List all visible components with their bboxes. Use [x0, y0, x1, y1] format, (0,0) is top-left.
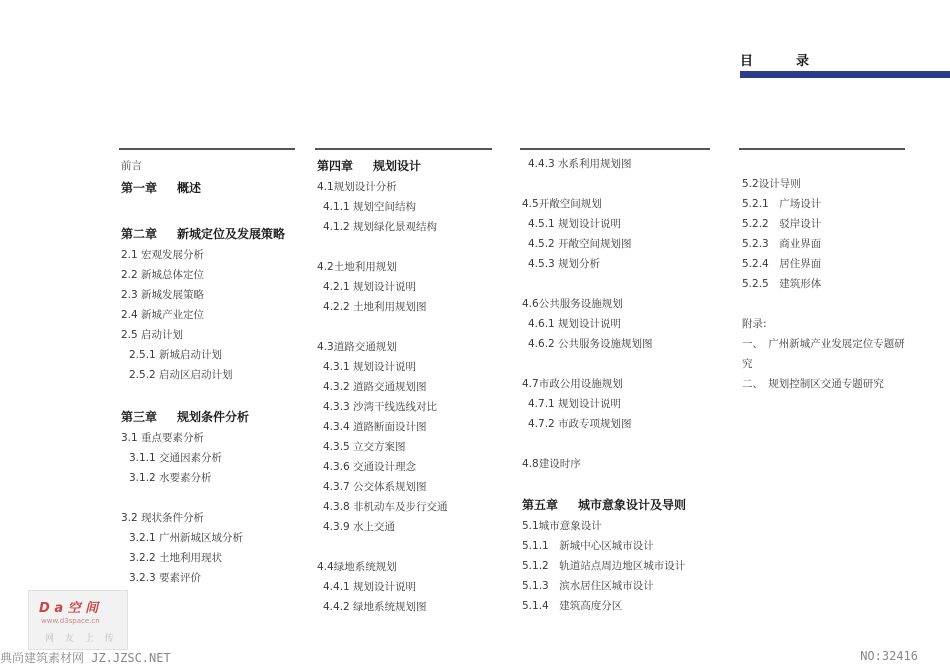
- toc-entry[interactable]: 4.7市政公用设施规划: [522, 378, 623, 390]
- chapter-title: 概述: [177, 181, 202, 195]
- toc-entry[interactable]: 5.1城市意象设计: [522, 520, 602, 532]
- toc-entry[interactable]: 4.3.6 交通设计理念: [323, 461, 417, 473]
- chapter-title: 规划条件分析: [177, 410, 250, 424]
- column-rule-3: [520, 148, 710, 150]
- chapter-num: 第一章: [121, 181, 158, 195]
- toc-entry[interactable]: 3.2.1 广州新城区域分析: [129, 532, 244, 544]
- toc-entry[interactable]: 3.1.2 水要素分析: [129, 472, 212, 484]
- toc-entry[interactable]: 4.3.3 沙湾干线选线对比: [323, 401, 438, 413]
- toc-entry[interactable]: 5.1.4 建筑高度分区: [522, 600, 623, 612]
- toc-entry[interactable]: 3.2 现状条件分析: [121, 512, 205, 524]
- toc-entry[interactable]: 4.4绿地系统规划: [317, 561, 397, 573]
- appendix-item-2[interactable]: 二、 规划控制区交通专题研究: [742, 378, 884, 390]
- toc-entry[interactable]: 2.5.1 新城启动计划: [129, 349, 223, 361]
- toc-entry[interactable]: 2.3 新城发展策略: [121, 289, 205, 301]
- toc-entry[interactable]: 4.3.7 公交体系规划图: [323, 481, 427, 493]
- toc-entry[interactable]: 4.1.2 规划绿化景观结构: [323, 221, 438, 233]
- logo-url: www.d3space.cn: [41, 617, 100, 625]
- column-rule-1: [119, 148, 295, 150]
- toc-chapter-1[interactable]: [121, 181, 201, 195]
- toc-entry[interactable]: 4.4.1 规划设计说明: [323, 581, 417, 593]
- toc-entry[interactable]: 4.6.1 规划设计说明: [528, 318, 622, 330]
- toc-entry[interactable]: 5.2.2 驳岸设计: [742, 218, 822, 230]
- toc-chapter-3[interactable]: [121, 410, 249, 424]
- appendix-item-1[interactable]: 一、 广州新城产业发展定位专题研究: [742, 338, 905, 370]
- toc-entry[interactable]: 3.1 重点要素分析: [121, 432, 205, 444]
- toc-entry[interactable]: 5.1.3 滨水居住区城市设计: [522, 580, 654, 592]
- toc-entry[interactable]: 4.3.4 道路断面设计图: [323, 421, 427, 433]
- toc-entry[interactable]: 4.1.1 规划空间结构: [323, 201, 417, 213]
- toc-chapter-4[interactable]: [317, 159, 421, 173]
- toc-entry[interactable]: 4.2土地利用规划: [317, 261, 397, 273]
- header-accent-bar: [740, 71, 950, 78]
- column-rule-2: [315, 148, 492, 150]
- toc-chapter-2[interactable]: [121, 227, 285, 241]
- toc-entry[interactable]: 4.5.3 规划分析: [528, 258, 601, 270]
- toc-entry[interactable]: 3.1.1 交通因素分析: [129, 452, 223, 464]
- toc-entry[interactable]: 5.1.1 新城中心区城市设计: [522, 540, 654, 552]
- logo-note: 网 友 上 传: [45, 634, 118, 644]
- watermark-logo: [28, 590, 128, 650]
- chapter-title: 规划设计: [373, 159, 422, 173]
- chapter-title: 新城定位及发展策略: [177, 227, 286, 241]
- chapter-title: 城市意象设计及导则: [578, 498, 687, 512]
- toc-entry[interactable]: 4.1规划设计分析: [317, 181, 397, 193]
- toc-entry[interactable]: 5.2.4 居住界面: [742, 258, 822, 270]
- logo-text: D a 空 间: [39, 601, 99, 616]
- toc-entry[interactable]: 5.2.3 商业界面: [742, 238, 822, 250]
- toc-entry[interactable]: 4.7.2 市政专项规划图: [528, 418, 632, 430]
- chapter-num: 第三章: [121, 410, 158, 424]
- toc-entry[interactable]: 4.3.1 规划设计说明: [323, 361, 417, 373]
- toc-entry[interactable]: 4.5.1 规划设计说明: [528, 218, 622, 230]
- toc-entry[interactable]: 5.2.1 广场设计: [742, 198, 822, 210]
- toc-chapter-5[interactable]: [522, 498, 686, 512]
- toc-entry[interactable]: 4.8建设时序: [522, 458, 581, 470]
- toc-entry[interactable]: 3.2.2 土地利用现状: [129, 552, 223, 564]
- toc-entry[interactable]: 4.3.5 立交方案图: [323, 441, 406, 453]
- toc-entry[interactable]: 4.3道路交通规划: [317, 341, 397, 353]
- toc-entry[interactable]: 2.2 新城总体定位: [121, 269, 205, 281]
- toc-title-char1: 目: [740, 54, 754, 69]
- toc-entry[interactable]: 2.4 新城产业定位: [121, 309, 205, 321]
- appendix-label: 附录:: [742, 318, 767, 330]
- chapter-num: 第二章: [121, 227, 158, 241]
- toc-entry[interactable]: 2.5.2 启动区启动计划: [129, 369, 233, 381]
- toc-entry[interactable]: 2.1 宏观发展分析: [121, 249, 205, 261]
- toc-entry[interactable]: 4.6.2 公共服务设施规划图: [528, 338, 653, 350]
- toc-title: [740, 50, 809, 69]
- chapter-num: 第五章: [522, 498, 559, 512]
- toc-entry[interactable]: 3.2.3 要素评价: [129, 572, 202, 584]
- column-rule-4: [739, 148, 905, 150]
- toc-entry[interactable]: 2.5 启动计划: [121, 329, 184, 341]
- toc-entry[interactable]: 4.4.2 绿地系统规划图: [323, 601, 427, 613]
- toc-entry[interactable]: 4.7.1 规划设计说明: [528, 398, 622, 410]
- toc-entry[interactable]: 4.2.2 土地利用规划图: [323, 301, 427, 313]
- toc-entry[interactable]: 5.2设计导则: [742, 178, 801, 190]
- chapter-num: 第四章: [317, 159, 354, 173]
- toc-entry[interactable]: 4.5.2 开敞空间规划图: [528, 238, 632, 250]
- toc-entry[interactable]: 4.5开敞空间规划: [522, 198, 602, 210]
- toc-entry[interactable]: 4.3.9 水上交通: [323, 521, 396, 533]
- toc-entry[interactable]: 4.4.3 水系利用规划图: [528, 158, 632, 170]
- toc-entry[interactable]: 4.6公共服务设施规划: [522, 298, 623, 310]
- toc-entry[interactable]: 4.3.8 非机动车及步行交通: [323, 501, 448, 513]
- toc-entry[interactable]: 5.2.5 建筑形体: [742, 278, 822, 290]
- watermark-site: 典尚建筑素材网 JZ.JZSC.NET: [0, 651, 171, 665]
- watermark-number: NO:32416: [860, 649, 918, 663]
- toc-entry[interactable]: 4.3.2 道路交通规划图: [323, 381, 427, 393]
- toc-entry[interactable]: 4.2.1 规划设计说明: [323, 281, 417, 293]
- toc-entry-preface[interactable]: 前言: [121, 160, 142, 172]
- toc-title-char2: 录: [796, 54, 810, 69]
- toc-entry[interactable]: 5.1.2 轨道站点周边地区城市设计: [522, 560, 686, 572]
